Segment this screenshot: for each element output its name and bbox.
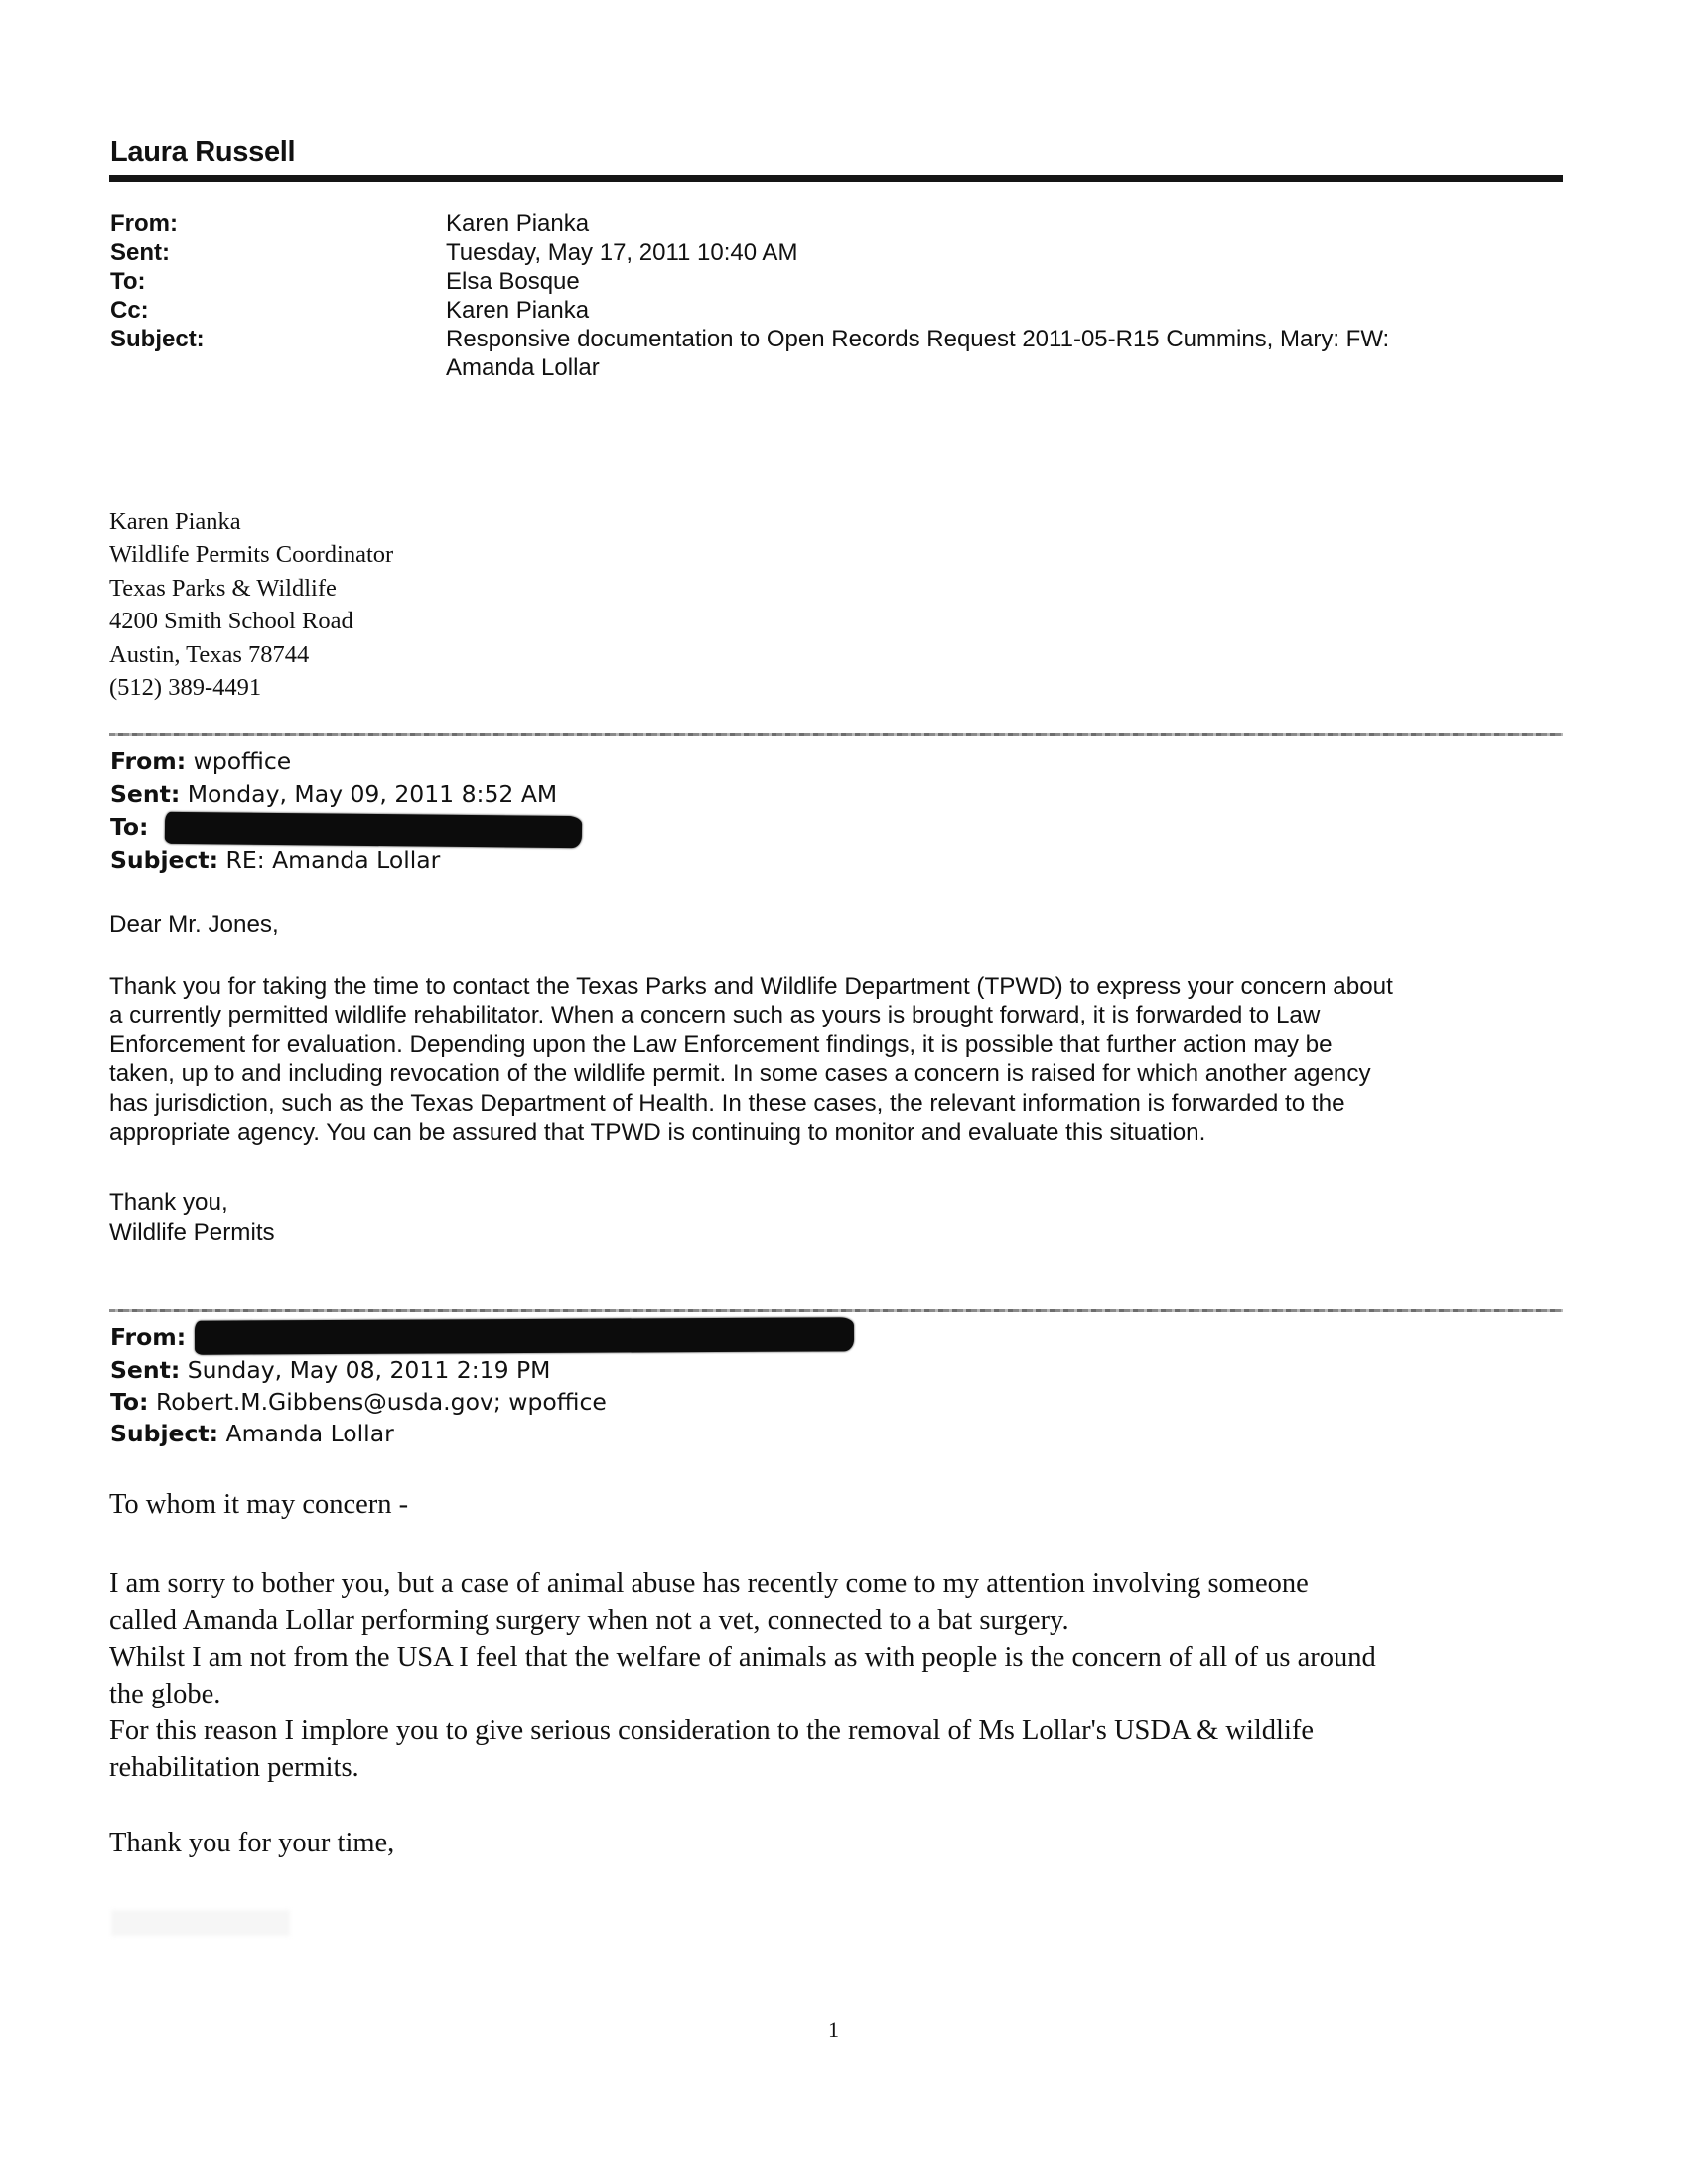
reply-body-line: has jurisdiction, such as the Texas Department of Health. In these cases, the relevant information is forwarded to the <box>109 1090 1345 1117</box>
signature-city: Austin, Texas 78744 <box>109 641 310 668</box>
reply-sent-line <box>110 780 557 808</box>
title-rule <box>109 175 1563 182</box>
header-cc-value: Karen Pianka <box>446 297 590 324</box>
original-subject-value: Amanda Lollar <box>225 1420 394 1447</box>
original-to-line <box>110 1388 607 1416</box>
original-body-line: For this reason I implore you to give serious consideration to the removal of Ms Lollar's USDA & wildlife <box>109 1715 1315 1746</box>
original-greeting: To whom it may concern - <box>109 1489 409 1520</box>
original-body-line: I am sorry to bother you, but a case of animal abuse has recently come to my attention involving someone <box>109 1569 1309 1599</box>
header-subject-value: Responsive documentation to Open Records Request 2011-05-R15 Cummins, Mary: FW: <box>446 326 1390 352</box>
header-to-label: To: <box>110 268 146 295</box>
reply-greeting: Dear Mr. Jones, <box>109 911 279 938</box>
reply-sent-value: Monday, May 09, 2011 8:52 AM <box>187 780 558 808</box>
signature-address: 4200 Smith School Road <box>109 608 353 634</box>
original-body-line: the globe. <box>109 1679 221 1709</box>
reply-from-line <box>110 748 291 775</box>
original-subject-line <box>110 1420 394 1447</box>
reply-from-label: From: <box>110 748 187 775</box>
original-body-line: Whilst I am not from the USA I feel that the welfare of animals as with people is the concern of all of us around <box>109 1642 1376 1673</box>
original-to-label: To: <box>110 1388 149 1416</box>
page-title: Laura Russell <box>110 136 296 168</box>
reply-sent-label: Sent: <box>110 780 181 808</box>
header-from-value: Karen Pianka <box>446 210 590 237</box>
whited-out-signature <box>111 1910 290 1936</box>
separator-2 <box>109 1309 1563 1312</box>
reply-subject-label: Subject: <box>110 846 219 874</box>
original-from-label: From: <box>110 1323 187 1351</box>
header-sent-label: Sent: <box>110 239 170 266</box>
reply-to-line <box>110 813 148 841</box>
reply-body-line: a currently permitted wildlife rehabilitator. When a concern such as yours is brought forward, it is forwarded to Law <box>109 1002 1321 1028</box>
header-subject-label: Subject: <box>110 326 205 352</box>
reply-closing: Thank you, <box>109 1189 228 1216</box>
signature-title: Wildlife Permits Coordinator <box>109 541 394 568</box>
reply-signoff: Wildlife Permits <box>109 1219 275 1246</box>
reply-subject-line <box>110 846 440 874</box>
page-number: 1 <box>828 2017 839 2042</box>
reply-body-line: Thank you for taking the time to contact the Texas Parks and Wildlife Department (TPWD) to express your concern about <box>109 973 1393 1000</box>
redaction-bar <box>195 1317 854 1354</box>
original-to-value: Robert.M.Gibbens@usda.gov; wpoffice <box>155 1388 607 1416</box>
original-subject-label: Subject: <box>110 1420 219 1447</box>
header-sent-value: Tuesday, May 17, 2011 10:40 AM <box>446 239 798 266</box>
redaction-bar <box>165 812 582 848</box>
reply-body-line: taken, up to and including revocation of the wildlife permit. In some cases a concern is raised for which another agency <box>109 1060 1371 1087</box>
separator-1 <box>109 733 1563 736</box>
reply-subject-value: RE: Amanda Lollar <box>225 846 441 874</box>
signature-phone: (512) 389-4491 <box>109 674 262 701</box>
reply-body-line: Enforcement for evaluation. Depending upon the Law Enforcement findings, it is possible that further action may be <box>109 1031 1333 1058</box>
original-sent-label: Sent: <box>110 1356 181 1384</box>
header-cc-label: Cc: <box>110 297 149 324</box>
signature-name: Karen Pianka <box>109 508 241 535</box>
original-sent-value: Sunday, May 08, 2011 2:19 PM <box>187 1356 551 1384</box>
original-closing: Thank you for your time, <box>109 1828 395 1858</box>
header-from-label: From: <box>110 210 178 237</box>
original-sent-line <box>110 1356 550 1384</box>
original-body-line: rehabilitation permits. <box>109 1752 359 1783</box>
signature-org: Texas Parks & Wildlife <box>109 575 337 602</box>
original-body-line: called Amanda Lollar performing surgery when not a vet, connected to a bat surgery. <box>109 1605 1069 1636</box>
original-from-line <box>110 1323 186 1351</box>
reply-body-line: appropriate agency. You can be assured that TPWD is continuing to monitor and evaluate this situation. <box>109 1119 1206 1146</box>
reply-from-value: wpoffice <box>193 748 292 775</box>
reply-to-label: To: <box>110 813 149 841</box>
header-to-value: Elsa Bosque <box>446 268 580 295</box>
header-subject-value-line2: Amanda Lollar <box>446 354 600 381</box>
